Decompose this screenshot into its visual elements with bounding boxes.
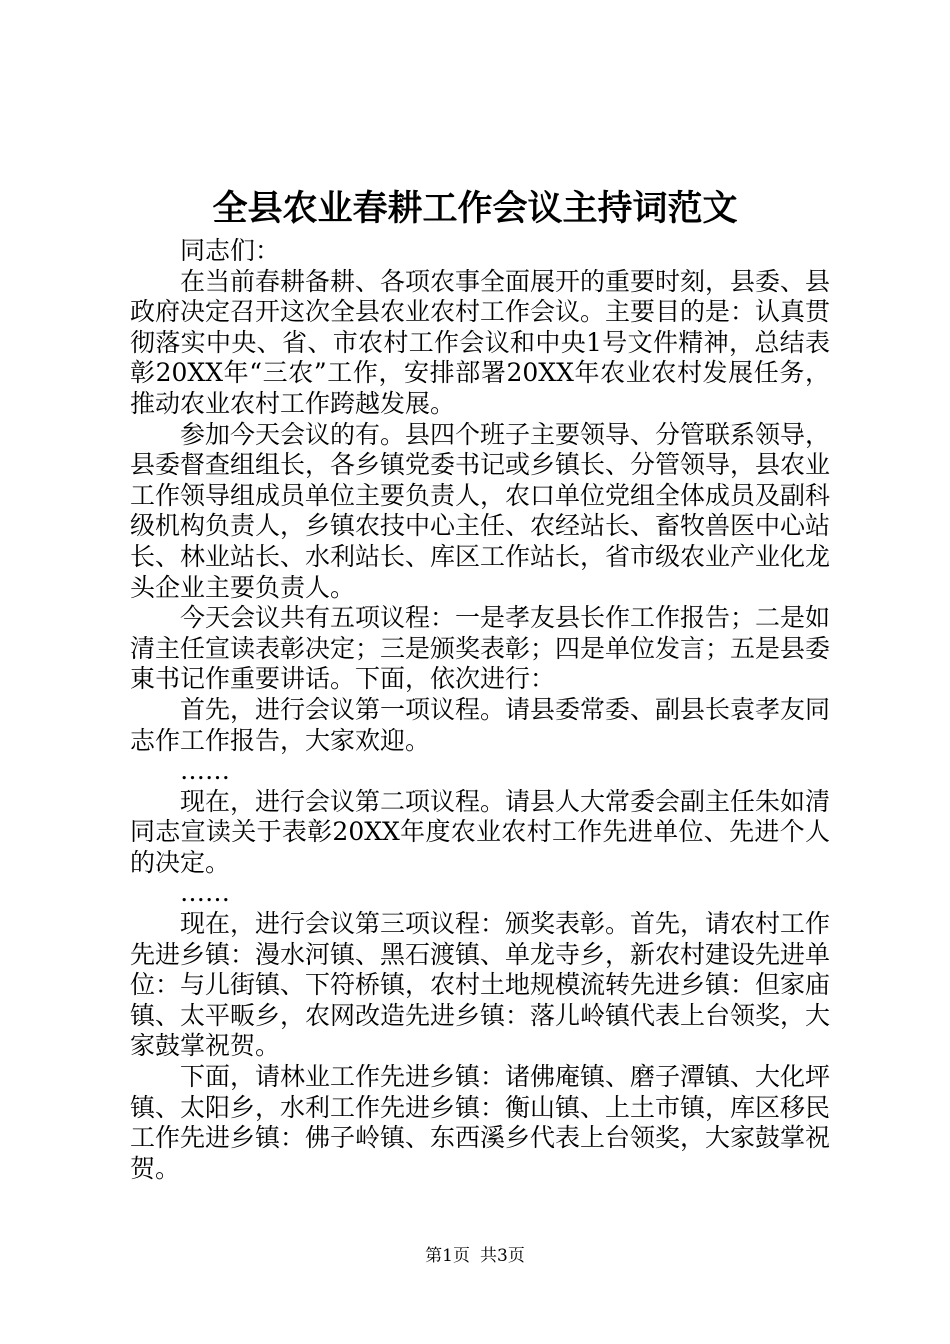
ellipsis-separator: …… (180, 878, 230, 908)
document-body (130, 236, 830, 1184)
paragraph-intro: 在当前春耕备耕、各项农事全面展开的重要时刻，县委、县政府决定召开这次全县农业农村工作会议。主要目的是：认真贯彻落实中央、省、市农村工作会议和中央1号文件精神，总结表彰20XX年“三农”工作，安排部署20XX年农业农村发展任务，推动农业农村工作跨越发展。 (130, 266, 831, 418)
paragraph-forestry-awards: 下面，请林业工作先进乡镇：诸佛庵镇、磨子潭镇、大化坪镇、太阳乡，水利工作先进乡镇：衡山镇、上土市镇，库区移民工作先进乡镇：佛子岭镇、东西溪乡代表上台领奖，大家鼓掌祝贺。 (130, 1062, 831, 1183)
page-number: 第1页 (425, 1246, 470, 1266)
salutation: 同志们： (180, 236, 281, 265)
paragraph-item-two: 现在，进行会议第二项议程。请县人大常委会副主任朱如清同志宣读关于表彰20XX年度农业农村工作先进单位、先进个人的决定。 (130, 786, 831, 877)
page-total: 共3页 (480, 1246, 525, 1266)
ellipsis-separator: …… (180, 756, 230, 786)
document-title: 全县农业春耕工作会议主持词范文 (212, 188, 738, 229)
paragraph-item-three: 现在，进行会议第三项议程：颁奖表彰。首先，请农村工作先进乡镇：漫水河镇、黑石渡镇、单龙寺乡，新农村建设先进单位：与儿街镇、下符桥镇，农村土地规模流转先进乡镇：但家庙镇、太平畈乡，农网改造先进乡镇：落儿岭镇代表上台领奖，大家鼓掌祝贺。 (130, 909, 831, 1061)
paragraph-agenda: 今天会议共有五项议程：一是孝友县长作工作报告；二是如清主任宣读表彰决定；三是颁奖表彰；四是单位发言；五是县委東书记作重要讲话。下面，依次进行： (130, 603, 831, 694)
paragraph-attendees: 参加今天会议的有。县四个班子主要领导、分管联系领导，县委督查组组长，各乡镇党委书记或乡镇长、分管领导，县农业工作领导组成员单位主要负责人，农口单位党组全体成员及副科级机构负责人，乡镇农技中心主任、农经站长、畜牧兽医中心站长、林业站长、水利站长、库区工作站长，省市级农业产业化龙头企业主要负责人。 (130, 419, 831, 602)
paragraph-item-one: 首先，进行会议第一项议程。请县委常委、副县长袁孝友同志作工作报告，大家欢迎。 (130, 694, 831, 755)
page-footer (0, 1244, 950, 1268)
